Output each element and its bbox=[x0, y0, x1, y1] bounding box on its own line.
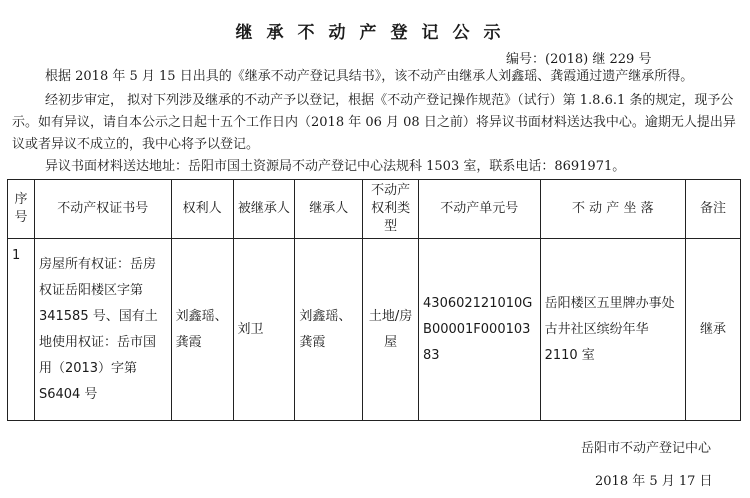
paragraph-address: 异议书面材料送达地址：岳阳市国土资源局不动产登记中心法规科 1503 室，联系电话：8691971。 bbox=[45, 159, 626, 174]
header-right-holder: 权利人 bbox=[171, 180, 233, 239]
header-location: 不 动 产 坐 落 bbox=[540, 180, 686, 239]
document-number: 编号：(2018) 继 229 号 bbox=[506, 52, 652, 67]
cell-heir: 刘鑫瑶、龚霞 bbox=[295, 239, 363, 421]
cell-certificate: 房屋所有权证：岳房权证岳阳楼区字第 341585 号、国有土地使用权证：岳市国用（2013）字第 S6404 号 bbox=[34, 239, 171, 421]
cell-location: 岳阳楼区五里牌办事处古井社区缤纷年华 2110 室 bbox=[540, 239, 686, 421]
paragraph-basis: 根据 2018 年 5 月 15 日出具的《继承不动产登记具结书》，该不动产由继承人刘鑫瑶、龚霞通过遗产继承所得。 bbox=[45, 69, 694, 84]
cell-decedent: 刘卫 bbox=[233, 239, 295, 421]
document-title: 继承不动产登记公示 bbox=[235, 23, 515, 43]
header-heir: 继承人 bbox=[295, 180, 363, 239]
table-row bbox=[8, 239, 741, 421]
cell-index: 1 bbox=[8, 239, 35, 421]
table-header-row bbox=[8, 180, 741, 239]
header-certificate: 不动产权证书号 bbox=[34, 180, 171, 239]
header-index: 序号 bbox=[8, 180, 35, 239]
cell-remark: 继承 bbox=[686, 239, 741, 421]
issuing-organization: 岳阳市不动产登记中心 bbox=[581, 441, 712, 456]
header-right-type: 不动产权利类型 bbox=[363, 180, 419, 239]
cell-right-type: 土地/房屋 bbox=[363, 239, 419, 421]
cell-unit-number: 430602121010GB00001F00010383 bbox=[419, 239, 541, 421]
paragraph-review: 经初步审定， 拟对下列涉及继承的不动产予以登记，根据《不动产登记操作规范》（试行）第 1.8.6.1 条的规定，现予公示。如有异议，请自本公示之日起十五个工作日内（2018 年 06 月 08 日之前）将异议书面材料送达我中心。逾期无人提出异议或者异议不成立的，我中心将予以登记。 bbox=[12, 93, 736, 152]
cell-right-holder: 刘鑫瑶、龚霞 bbox=[171, 239, 233, 421]
issue-date: 2018 年 5 月 17 日 bbox=[595, 474, 713, 489]
header-unit-number: 不动产单元号 bbox=[419, 180, 541, 239]
header-remark: 备注 bbox=[686, 180, 741, 239]
registration-table bbox=[7, 179, 741, 421]
header-decedent: 被继承人 bbox=[233, 180, 295, 239]
